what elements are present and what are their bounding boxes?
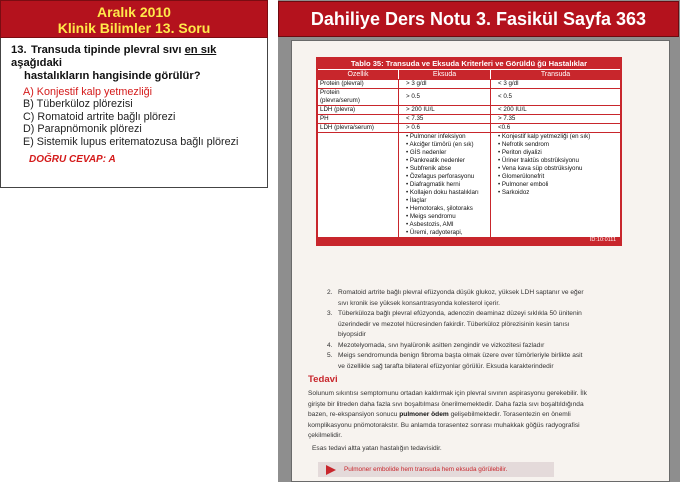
option-d: D) Parapnömonik plörezi bbox=[23, 123, 142, 136]
list-item: • Akciğer tümörü (en sık) bbox=[406, 141, 488, 149]
list-item: • Glomerülonefrit bbox=[498, 173, 618, 181]
list-item: • Pulmoner emboli bbox=[498, 181, 618, 189]
list-item: • Pulmoner infeksiyon bbox=[406, 133, 488, 141]
list-item: • Konjestif kalp yetmezliği (en sık) bbox=[498, 133, 618, 141]
option-a: A) Konjestif kalp yetmezliği bbox=[23, 86, 153, 98]
exam-subject: Klinik Bilimler 13. Soru bbox=[57, 20, 211, 36]
list-item: • Vena kava süp obstrüksiyonu bbox=[498, 165, 618, 173]
list-item: 3. Tüberküloza bağlı plevral efüzyonda, adenozin deaminaz düzeyi sıklıkla 50 ünitenin üzerindedir ve mezotel hücresinden fakirdir. Tüberküloz plörezisinin kesin tanısı biyopsidir bbox=[327, 310, 582, 338]
list-item: • Özefagus perforasyonu bbox=[406, 173, 488, 181]
list-item: 4. Mezotelyomada, sıvı hyalüronik asitten zengindir ve vizkozitesi fazladır bbox=[327, 341, 545, 349]
numbered-notes bbox=[327, 288, 589, 372]
header-transudate: Transuda bbox=[490, 70, 620, 79]
table-row-diseases bbox=[318, 132, 620, 237]
list-item: 2. Romatoid artrite bağlı plevral efüzyonda düşük glukoz, yüksek LDH saptanır ve eğer sıvı kronik ise yüksek konsantrasyonda kolesterol içerir. bbox=[327, 289, 584, 307]
question-card bbox=[0, 38, 268, 188]
table-row: Protein (plevral) > 3 g/dl < 3 g/dl bbox=[318, 79, 620, 88]
answer-options bbox=[23, 86, 238, 148]
list-item: • Asbestozis, AMI bbox=[406, 221, 488, 229]
list-item: • Pankreatik nedenler bbox=[406, 157, 488, 165]
list-item: • Subfrenik abse bbox=[406, 165, 488, 173]
list-item: • GİS nedenler bbox=[406, 149, 488, 157]
option-b: B) Tüberküloz plörezisi bbox=[23, 98, 133, 111]
table-row: PH < 7.35 > 7.35 bbox=[318, 114, 620, 123]
list-item: • İlaçlar bbox=[406, 197, 488, 205]
list-item: • Kollajen doku hastalıkları bbox=[406, 189, 488, 197]
list-item: • Hemotoraks, şilotoraks bbox=[406, 205, 488, 213]
section-heading-tedavi: Tedavi bbox=[308, 374, 338, 385]
transudate-disease-list bbox=[490, 133, 620, 237]
emphasis-text: en sık bbox=[184, 44, 217, 56]
criteria-table bbox=[316, 57, 622, 246]
list-item: • Diafragmatik herni bbox=[406, 181, 488, 189]
closing-sentence: Esas tedavi altta yatan hastalığın tedavisidir. bbox=[312, 445, 442, 452]
option-c: C) Romatoid artrite bağlı plörezi bbox=[23, 110, 176, 123]
list-item: • Üriner traktüs obstrüksiyonu bbox=[498, 157, 618, 165]
arrow-icon bbox=[326, 465, 336, 475]
header-feature: Özellik bbox=[347, 71, 369, 78]
exam-date: Aralık 2010 bbox=[97, 4, 171, 20]
list-item: • Nefrotik sendrom bbox=[498, 141, 618, 149]
option-e: E) Sistemik lupus eritematozusa bağlı plörezi bbox=[23, 135, 239, 148]
table-row: LDH (plevra) > 200 IU/L < 200 IU/L bbox=[318, 105, 620, 114]
list-item: • Üremi, radyoterapi, bbox=[406, 229, 488, 237]
header-exudate: Eksuda bbox=[398, 70, 490, 79]
table-row: LDH (plevra/serum) > 0.6 <0.6 bbox=[318, 123, 620, 132]
table-footer-id: ID:10:0111 bbox=[318, 237, 620, 244]
table-row: Protein (plevra/serum) > 0.5 < 0.5 bbox=[318, 88, 620, 105]
note-text: Pulmoner embolide hem transuda hem eksuda görülebilir. bbox=[344, 466, 508, 473]
treatment-paragraph: Solunum sıkıntısı semptomunu ortadan kaldırmak için plevral sıvının aspirasyonu gerekebilir. İlk girişte bir litreden daha fazla sıvı boşaltılması önerilmemektedir. Daha fazla sıvı boşaltıldığında bazen, re-ekspansiyon sonucu pulmoner ödem gelişebilmektedir. Torasentezin en önemli komplikasyonu pnömotorakstır. Bu anlamda torasentez sonrası muhakkak göğüs radyografisi çekilmelidir. bbox=[308, 390, 587, 439]
bold-term: pulmoner ödem bbox=[399, 411, 449, 418]
question-number: 13. bbox=[11, 44, 27, 56]
list-item: • Meigs sendromu bbox=[406, 213, 488, 221]
exudate-disease-list bbox=[398, 133, 490, 237]
table-header-row bbox=[318, 69, 620, 79]
table-title: Tablo 35: Transuda ve Eksuda Kriterleri ve Görüldü ğü Hastalıklar bbox=[318, 59, 620, 69]
list-item: 5. Meigs sendromunda benign fibroma başta olmak üzere over tümörleriyle birlikte asit ve özellikle sağ tarafta bilateral efüzyonlar görülür. Eksuda karakterindedir bbox=[327, 352, 583, 370]
list-item: • Sarkoidoz bbox=[498, 189, 618, 197]
question-text: 13. Transuda tipinde plevral sıvı en sık aşağıdaki hastalıkların hangisinde görülür? bbox=[11, 44, 217, 82]
note-box bbox=[318, 462, 554, 477]
textbook-header: Dahiliye Ders Notu 3. Fasikül Sayfa 363 bbox=[278, 1, 679, 37]
list-item: • Periton diyalizi bbox=[498, 149, 618, 157]
correct-answer: DOĞRU CEVAP: A bbox=[29, 154, 116, 165]
question-header bbox=[0, 0, 268, 38]
